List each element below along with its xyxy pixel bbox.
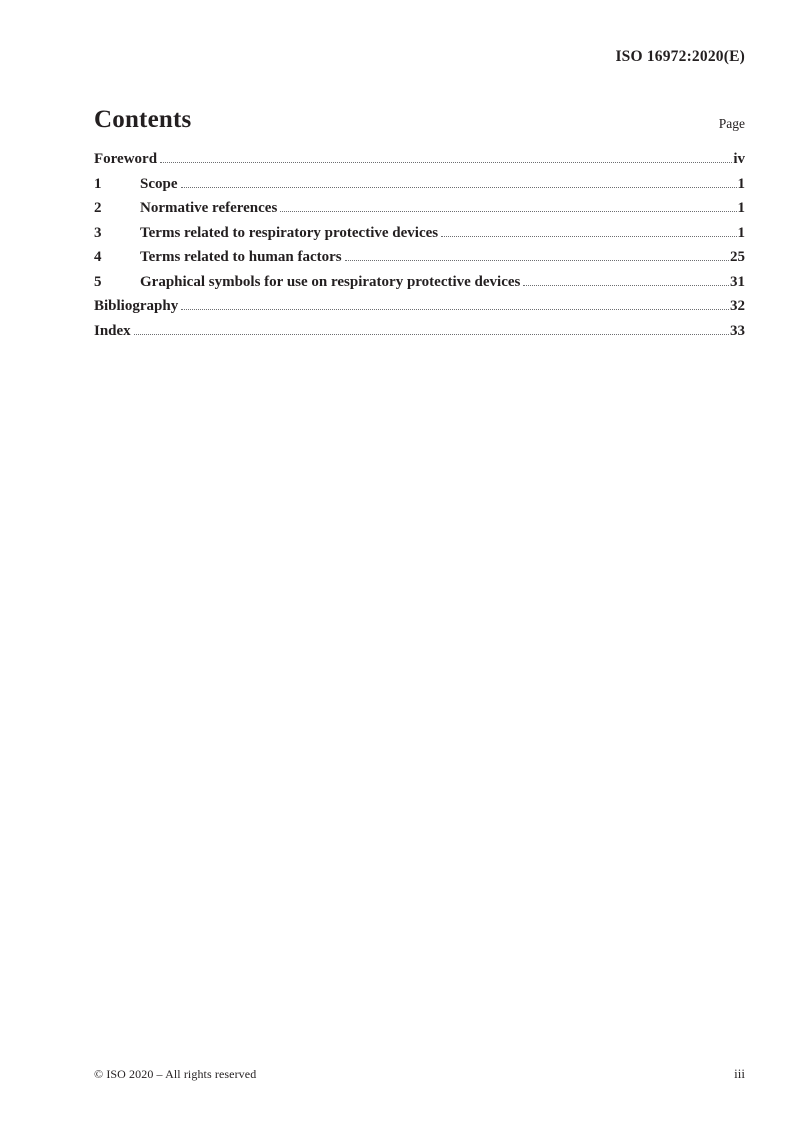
- toc-dot-leader: [181, 309, 729, 310]
- toc-entry[interactable]: [94, 274, 745, 299]
- toc-dot-leader: [280, 211, 736, 212]
- toc-entry-title: Foreword: [94, 151, 158, 167]
- toc-entry-title: Scope: [140, 175, 178, 192]
- toc-entry[interactable]: [94, 249, 745, 274]
- toc-entry-title: Terms related to respiratory protective devices: [140, 224, 439, 241]
- table-of-contents: [94, 151, 745, 347]
- folio-page-number: iii: [734, 1066, 745, 1081]
- toc-dot-leader: [345, 260, 729, 261]
- toc-entry-page: 33: [730, 322, 745, 339]
- toc-entry[interactable]: [94, 200, 745, 225]
- toc-entry[interactable]: [94, 151, 745, 176]
- toc-entry-page: 25: [730, 249, 745, 265]
- toc-entry[interactable]: [94, 225, 745, 250]
- toc-entry-number: 3: [94, 224, 102, 241]
- toc-entry-page: 1: [737, 175, 745, 192]
- toc-entry-page: 31: [730, 273, 745, 290]
- toc-entry-title: Normative references: [140, 200, 278, 216]
- toc-entry-title: Graphical symbols for use on respiratory protective devices: [140, 273, 521, 290]
- toc-entry[interactable]: [94, 298, 745, 323]
- toc-entry-number: 4: [94, 249, 102, 265]
- document-code-header: ISO 16972:2020(E): [615, 48, 745, 65]
- toc-dot-leader: [441, 236, 736, 237]
- toc-entry-title: Index: [94, 322, 131, 339]
- toc-dot-leader: [181, 187, 737, 188]
- toc-dot-leader: [160, 162, 732, 163]
- toc-entry-page: 32: [730, 298, 745, 314]
- toc-entry[interactable]: [94, 176, 745, 201]
- toc-entry[interactable]: [94, 323, 745, 348]
- toc-entry-number: 2: [94, 200, 102, 216]
- page-footer: [94, 1066, 745, 1082]
- contents-title: Contents: [94, 106, 192, 133]
- toc-entry-number: 1: [94, 175, 102, 192]
- toc-dot-leader: [134, 334, 729, 335]
- toc-entry-title: Terms related to human factors: [140, 249, 342, 265]
- toc-entry-page: 1: [737, 224, 745, 241]
- toc-entry-page: iv: [733, 151, 745, 167]
- toc-entry-number: 5: [94, 273, 102, 290]
- toc-entry-title: Bibliography: [94, 298, 179, 314]
- copyright-notice: © ISO 2020 – All rights reserved: [94, 1067, 257, 1081]
- toc-entry-page: 1: [737, 200, 745, 216]
- contents-heading-row: [94, 106, 745, 134]
- page-column-label: Page: [718, 116, 745, 131]
- toc-dot-leader: [523, 285, 729, 286]
